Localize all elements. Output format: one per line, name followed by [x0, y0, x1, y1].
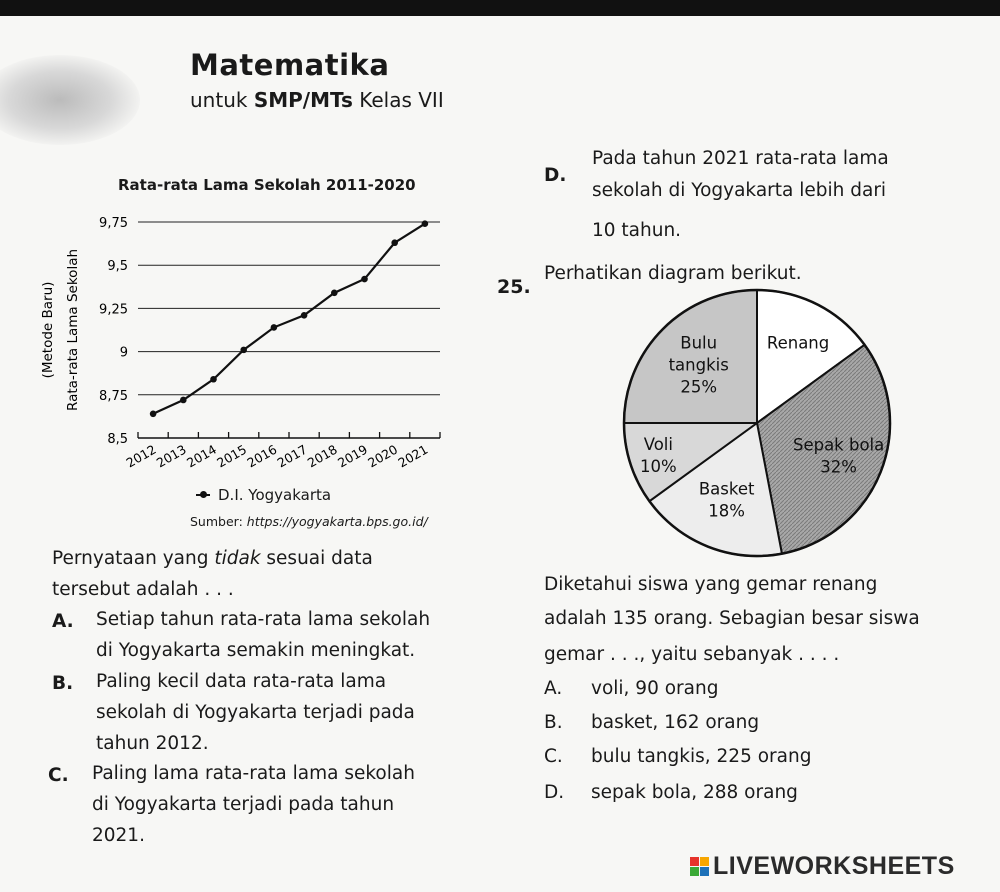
line-chart-title: Rata-rata Lama Sekolah 2011-2020 — [118, 176, 416, 194]
q25-option-b: basket, 162 orang — [591, 712, 760, 733]
q25-option-b-letter: B. — [544, 712, 563, 733]
data-point — [150, 411, 157, 418]
q25-option-c-letter: C. — [544, 746, 563, 767]
x-tick-label: 2012 — [123, 441, 159, 471]
top-edge-bar — [0, 0, 1000, 16]
data-point — [271, 324, 278, 331]
x-tick-label: 2016 — [244, 441, 280, 471]
x-tick-label: 2021 — [395, 441, 431, 471]
option-d-line1: Pada tahun 2021 rata-rata lama — [592, 148, 889, 169]
option-b-line1: Paling kecil data rata-rata lama — [96, 671, 387, 692]
option-b-line2: sekolah di Yogyakarta terjadi pada — [96, 702, 415, 723]
q25-option-a-letter: A. — [544, 678, 563, 699]
data-point — [391, 239, 398, 246]
legend-marker-icon — [196, 494, 210, 496]
q25-stem-line2: adalah 135 orang. Sebagian besar siswa — [544, 608, 920, 629]
pie-slice-value: 25% — [680, 377, 718, 397]
x-tick-label: 2020 — [365, 441, 401, 471]
pie-slice-label: Sepak bola — [792, 435, 885, 455]
question-25-number: 25. — [497, 276, 531, 298]
x-tick-label: 2015 — [214, 441, 250, 471]
data-point — [180, 397, 187, 404]
data-point — [331, 290, 338, 297]
option-a-letter: A. — [52, 611, 74, 632]
option-a-line2: di Yogyakarta semakin meningkat. — [96, 640, 416, 661]
y-tick-label: 9,75 — [99, 216, 128, 231]
q25-stem-line3: gemar . . ., yaitu sebanyak . . . . — [544, 644, 840, 665]
book-subtitle: untuk SMP/MTs Kelas VII — [190, 88, 444, 112]
line-chart — [30, 195, 460, 485]
pie-slice-value: 10% — [639, 457, 677, 477]
question-stem-line1: Pernyataan yang tidak sesuai data — [52, 548, 373, 569]
q25-option-a: voli, 90 orang — [591, 678, 719, 699]
question-stem-line2: tersebut adalah . . . — [52, 579, 234, 600]
pie-slice-label: Basket — [698, 479, 755, 499]
q25-option-c: bulu tangkis, 225 orang — [591, 746, 812, 767]
pie-slice-label: Voli — [643, 435, 673, 455]
page-smudge — [0, 55, 140, 145]
x-tick-label: 2014 — [183, 441, 219, 471]
chart-source: Sumber: https://yogyakarta.bps.go.id/ — [190, 514, 428, 529]
q25-option-d: sepak bola, 288 orang — [591, 782, 798, 803]
y-tick-label: 9,5 — [107, 259, 128, 275]
option-b-line3: tahun 2012. — [96, 733, 209, 754]
option-b-letter: B. — [52, 673, 74, 694]
x-tick-label: 2017 — [274, 441, 310, 471]
q25-option-d-letter: D. — [544, 782, 565, 803]
series-line — [153, 224, 425, 414]
option-d-line2: sekolah di Yogyakarta lebih dari — [592, 180, 887, 201]
y-tick-label: 8,75 — [99, 388, 128, 404]
legend-label: D.I. Yogyakarta — [218, 486, 332, 504]
q25-stem-line1: Diketahui siswa yang gemar renang — [544, 574, 878, 595]
data-point — [422, 220, 429, 227]
pie-slice-label: tangkis — [668, 355, 729, 375]
option-d-line3: 10 tahun. — [592, 220, 682, 241]
option-a-line1: Setiap tahun rata-rata lama sekolah — [96, 609, 431, 630]
y-tick-label: 9 — [119, 345, 128, 361]
pie-chart — [600, 280, 920, 560]
option-d-letter: D. — [544, 165, 567, 186]
y-axis-label-line2: Rata-rata Lama Sekolah — [65, 248, 81, 412]
option-c-line1: Paling lama rata-rata lama sekolah — [92, 763, 415, 784]
pie-slice-value: 32% — [820, 457, 857, 477]
liveworksheets-grid-icon — [690, 857, 709, 876]
option-c-letter: C. — [48, 765, 69, 786]
data-point — [361, 276, 368, 283]
book-title: Matematika — [190, 48, 390, 82]
x-tick-label: 2013 — [153, 441, 189, 471]
line-chart-legend — [196, 486, 331, 504]
question-25-prompt: Perhatikan diagram berikut. — [544, 263, 802, 284]
data-point — [210, 376, 217, 383]
option-c-line2: di Yogyakarta terjadi pada tahun — [92, 794, 395, 815]
x-tick-label: 2019 — [334, 441, 370, 471]
pie-slice-label: Bulu — [680, 333, 718, 353]
y-tick-label: 8,5 — [107, 432, 128, 447]
option-c-line3: 2021. — [92, 825, 145, 846]
pie-slice-label: Renang — [766, 333, 830, 353]
liveworksheets-logo[interactable] — [690, 852, 955, 881]
data-point — [240, 347, 247, 354]
x-tick-label: 2018 — [304, 441, 340, 471]
y-axis-label-line1: (Metode Baru) — [40, 281, 56, 379]
data-point — [301, 312, 308, 319]
pie-slice-value: 18% — [708, 501, 745, 521]
liveworksheets-text: LIVEWORKSHEETS — [713, 852, 955, 880]
y-tick-label: 9,25 — [99, 302, 128, 318]
